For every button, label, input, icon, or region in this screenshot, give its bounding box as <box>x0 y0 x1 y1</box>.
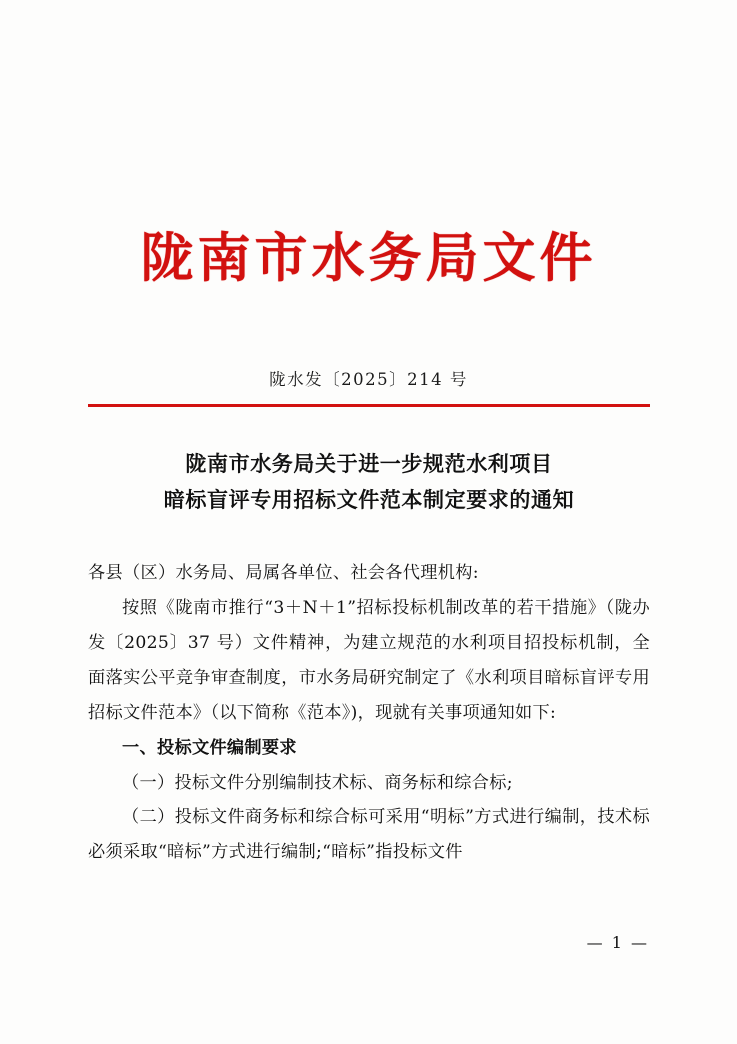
document-body <box>88 556 650 870</box>
body-paragraph-1: 按照《陇南市推行“3＋N＋1”招标投标机制改革的若干措施》（陇办发〔2025〕37 号）文件精神，为建立规范的水利项目招投标机制，全面落实公平竞争审查制度，市水务局研究制定了《水利项目暗标盲评专用招标文件范本》（以下简称《范本》)，现就有关事项通知如下: <box>88 597 650 723</box>
list-item-2: （二）投标文件商务标和综合标可采用“明标”方式进行编制，技术标必须采取“暗标”方式进行编制;“暗标”指投标文件 <box>88 807 650 863</box>
document-header <box>0 228 737 289</box>
salutation: 各县（区）水务局、局属各单位、社会各代理机构: <box>88 563 479 583</box>
list-item-1: （一）投标文件分别编制技术标、商务标和综合标; <box>122 772 513 793</box>
section-heading-1: 一、投标文件编制要求 <box>122 737 297 758</box>
red-horizontal-rule <box>88 404 650 407</box>
issuer-banner-title: 陇南市水务局文件 <box>140 227 597 289</box>
page-number: — 1 — <box>586 933 649 952</box>
title-line-2: 暗标盲评专用招标文件范本制定要求的通知 <box>163 487 575 513</box>
document-number: 陇水发〔2025〕214 号 <box>269 370 468 389</box>
title-line-1: 陇南市水务局关于进一步规范水利项目 <box>185 451 553 476</box>
document-title <box>88 446 650 518</box>
